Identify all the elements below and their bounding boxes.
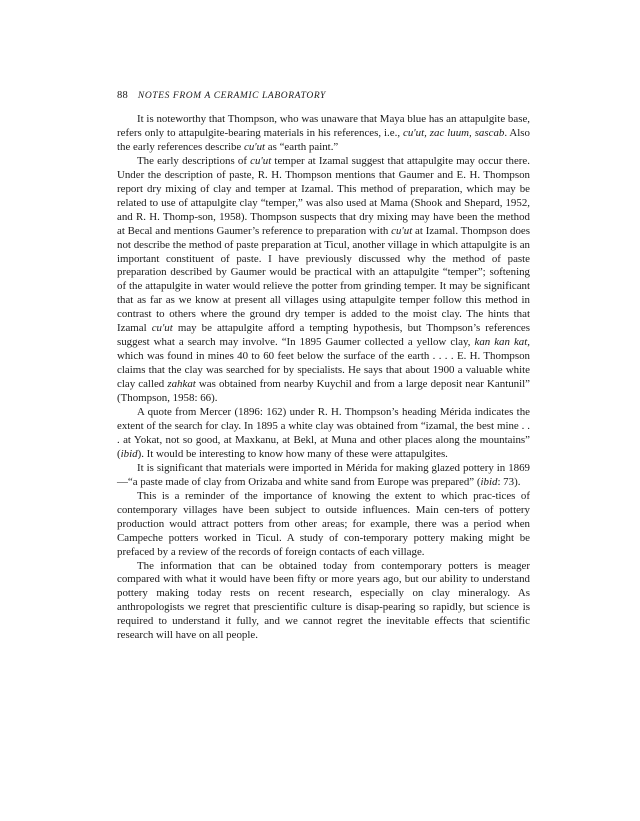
text-run: ). It would be interesting to know how many of these were attapulgites.: [137, 447, 448, 460]
paragraph: [117, 462, 530, 490]
italic-text: cu'ut: [151, 322, 173, 335]
text-run: . Also the early references describe: [117, 126, 530, 153]
italic-text: cu'ut: [243, 140, 266, 153]
paragraph: [117, 113, 530, 155]
italic-text: cu'ut, zac luum, sascab: [403, 126, 505, 139]
italic-text: zahkat: [167, 378, 196, 391]
text-run: as “earth paint.”: [265, 140, 339, 153]
running-head: [117, 90, 530, 101]
text-run: may be attapulgite afford a tempting hypothesis, but Thompson’s references suggest what a search may involve. “In 1895 Gaumer collected a yellow clay,: [117, 322, 531, 349]
text-run: This is a reminder of the importance of knowing the extent to which prac-tices of contemporary villages have been subject to outside influences. Main cen-ters of pottery production would attract potters from other areas; for example, there was a period when Campeche potters worked in Ticul. A study of con-temporary pottery making might be prefaced by a review of the records of foreign contacts of each village.: [117, 489, 530, 558]
italic-text: ibid: [120, 447, 138, 460]
text-run: was obtained from nearby Kuychil and from a large deposit near Kantunil” (Thompson, 1958: 66).: [117, 378, 530, 405]
running-title: NOTES FROM A CERAMIC LABORATORY: [137, 91, 326, 101]
paragraph: [117, 406, 530, 462]
italic-text: cu'ut: [250, 154, 272, 167]
paragraph: [117, 560, 530, 644]
text-run: at Izamal. Thompson does not describe the method of paste preparation at Ticul, another village in which attapulgite is an important constituent of paste. I have previously discussed why the method of paste preparation described by Gaumer would be practical with an attapulgite “temper”; softening of the attapulgite in water would relieve the potter from grinding temper. It may be significant that as far as we know at present all villages using attapulgite temper follow this method in contrast to others where the ground dry temper is added to the moist clay. The hints that Izamal: [117, 224, 531, 335]
text-run: temper at Izamal suggest that attapulgite may occur there. Under the description of paste, R. H. Thompson mentions that Gaumer and E. H. Thompson report dry mixing of clay and temper at Izamal. This method of preparation, which may be related to use of attapulgite clay “temper,” was also used at Mama (Shook and Shepard, 1952, and R. H. Thomp-son, 1958). Thompson suspects that dry mixing may have been the method at Becal and mentions Gaumer’s reference to preparation with: [117, 154, 530, 237]
text-run: A quote from Mercer (1896: 162) under R. H. Thompson’s heading Mérida indicates the extent of the search for clay. In 1895 a white clay was obtained from “izamal, the best mine . . . at Yokat, not so good, at Maxkanu, at Bekl, at Muna and other places along the mountains” (: [117, 406, 530, 460]
italic-text: ibid: [480, 475, 498, 488]
body-text: [117, 113, 530, 643]
page-number: 88: [117, 90, 128, 101]
text-run: It is significant that materials were imported in Mérida for making glazed pottery in 1869—“a paste made of clay from Orizaba and white sand from Europe was prepared” (: [117, 461, 530, 488]
text-run: : 73).: [497, 475, 521, 488]
italic-text: cu'ut: [391, 224, 413, 237]
paragraph: [117, 155, 530, 406]
text-run: The early descriptions of: [137, 154, 251, 167]
paragraph: [117, 490, 530, 560]
text-run: It is noteworthy that Thompson, who was unaware that Maya blue has an attapulgite base, refers only to attapulgite-bearing materials in his references, i.e.,: [117, 113, 530, 139]
text-run: The information that can be obtained today from contemporary potters is meager compared with what it would have been fifty or more years ago, but our ability to understand pottery making today rests on recent research, especially on clay mineralogy. As anthropologists we regret that prescientific culture is disap-pearing so rapidly, but science is required to understand it fully, and we cannot regret the inevitable effects that scientific research will have on all people.: [117, 559, 530, 642]
italic-text: kan kan kat: [474, 336, 528, 349]
text-run: , which was found in mines 40 to 60 feet below the surface of the earth . . . . E. H. Thompson claims that the clay was searched for by specialists. He says that about 1900 a valuable white clay called: [117, 336, 530, 391]
